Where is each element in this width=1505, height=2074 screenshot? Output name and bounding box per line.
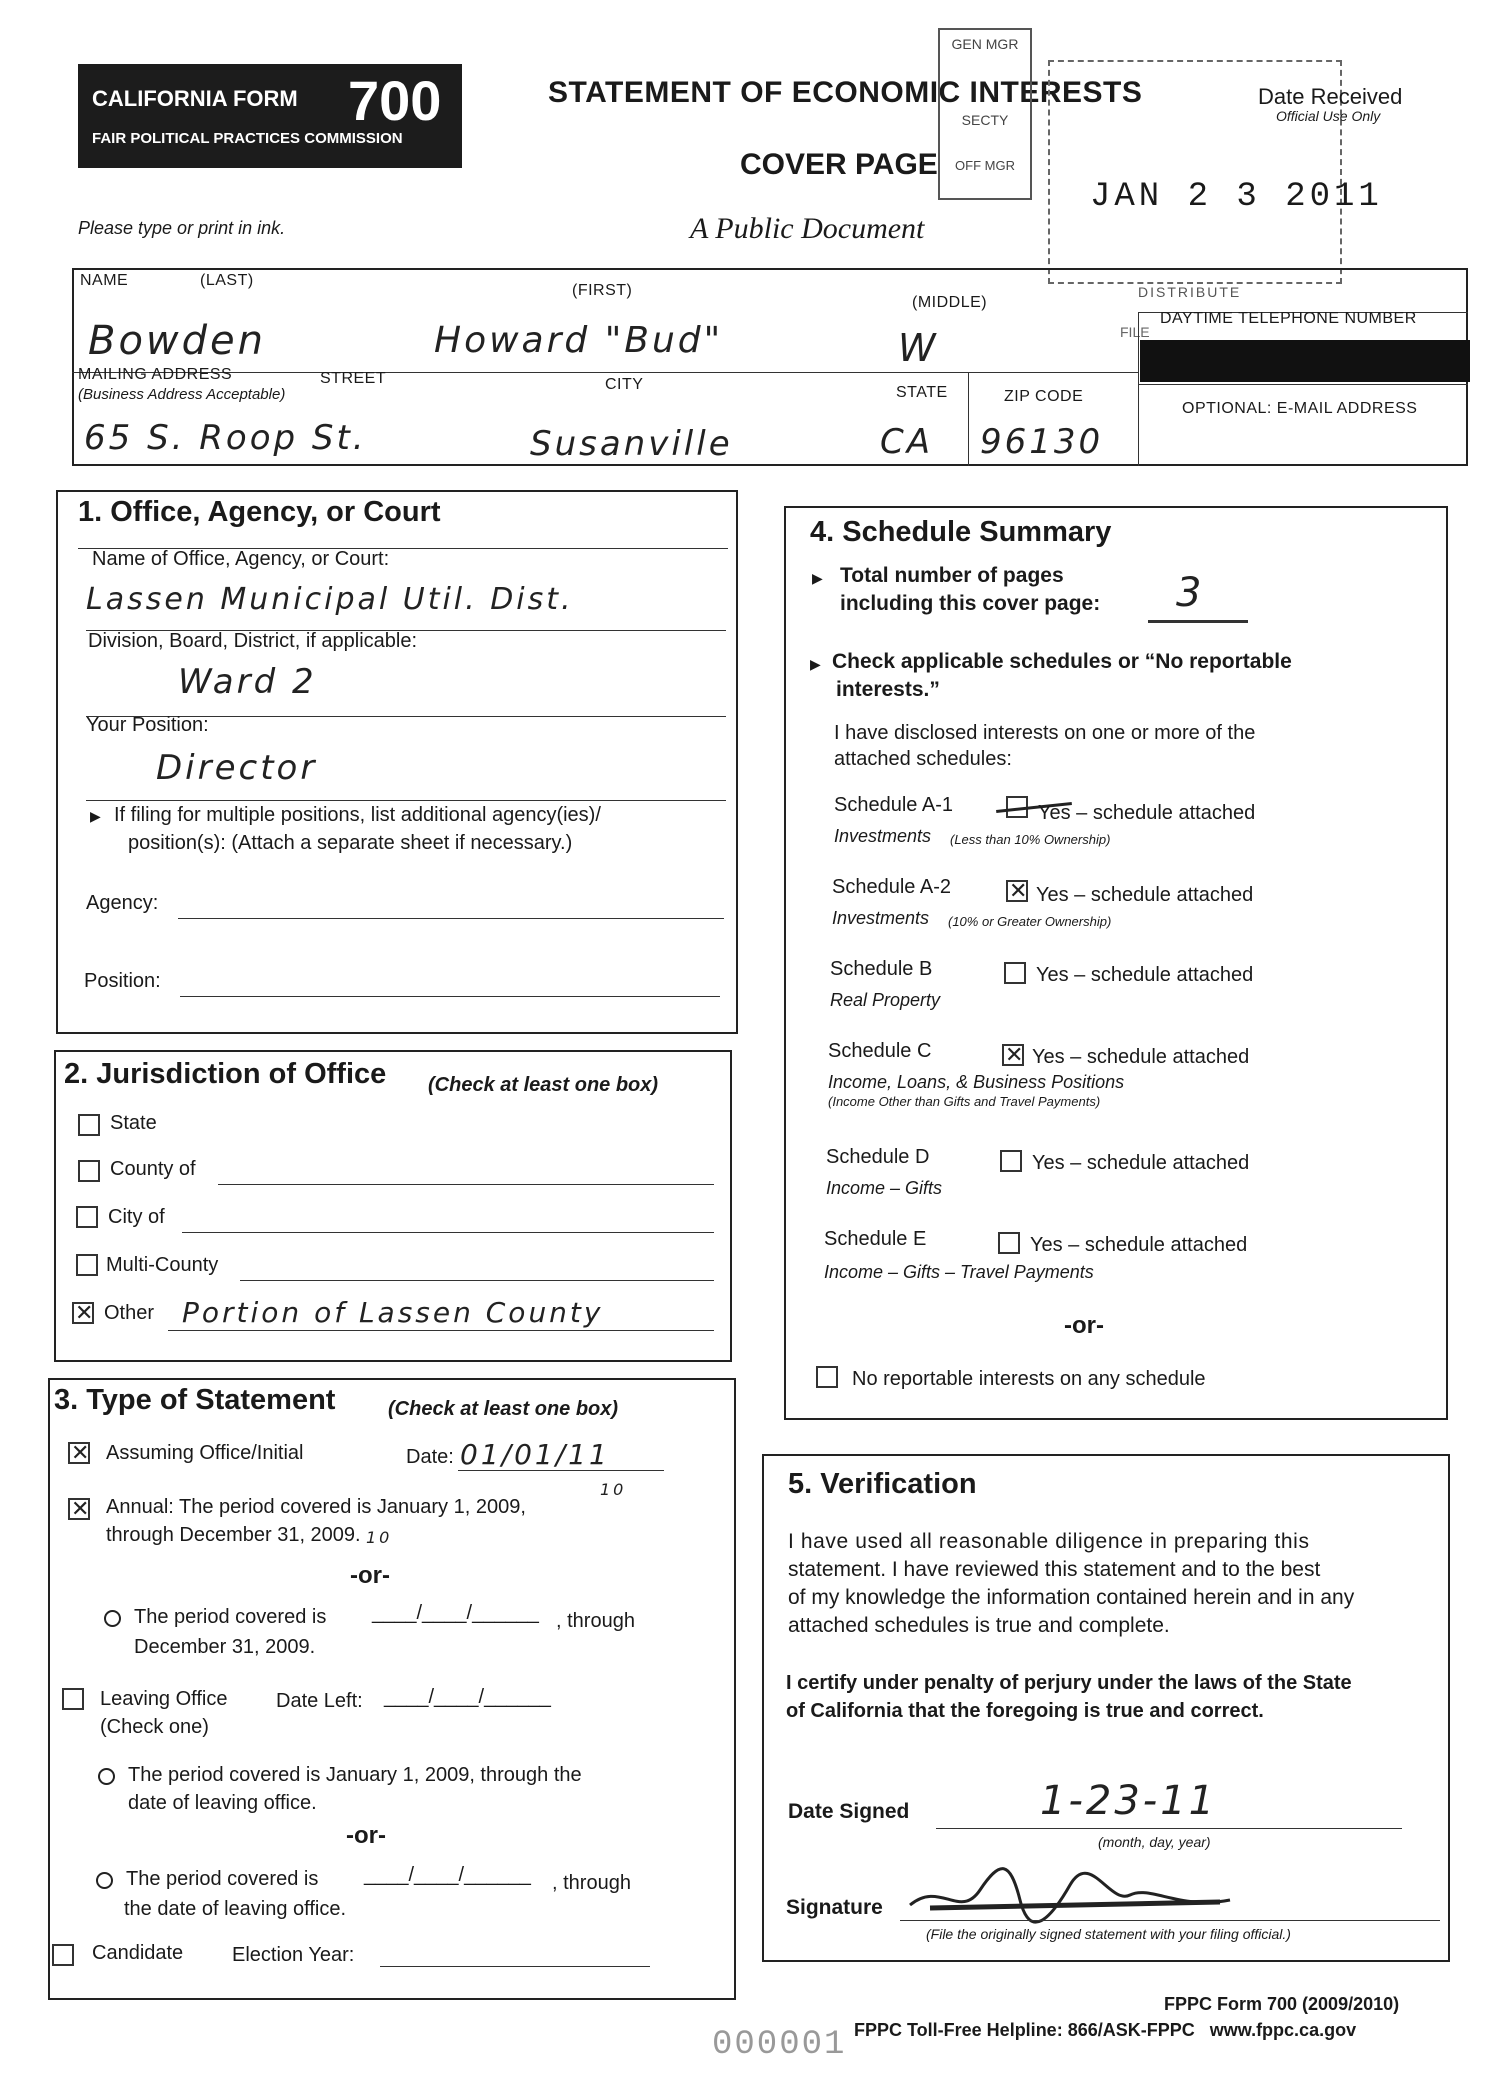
schedule-d-name: Schedule D	[826, 1146, 930, 1168]
date-signed-hint: (month, day, year)	[1098, 1834, 1211, 1850]
division-label: Division, Board, District, if applicable:	[88, 630, 418, 652]
section3-title: 3. Type of Statement	[54, 1384, 336, 1416]
schedule-b-checkbox[interactable]	[1004, 962, 1026, 984]
routing-stamp-secty: SECTY	[961, 112, 1009, 128]
verification-para1-l3: of my knowledge the information contained herein and in any	[788, 1586, 1355, 1609]
date-left-blank[interactable]: ____/____/______	[384, 1686, 551, 1708]
identity-email-divider	[1138, 384, 1468, 385]
multi-county-checkbox[interactable]	[76, 1254, 98, 1276]
section3-hint: (Check at least one box)	[388, 1398, 619, 1420]
schedule-d-desc: Income – Gifts	[826, 1178, 943, 1198]
public-document-label: A Public Document	[690, 212, 925, 245]
date-signed-value[interactable]: 1-23-11	[1040, 1778, 1218, 1824]
page-title: STATEMENT OF ECONOMIC INTERESTS	[548, 76, 1143, 109]
check-arrow-icon: ▶	[810, 656, 821, 672]
position-value[interactable]: Director	[156, 748, 318, 788]
schedule-d-yes: Yes – schedule attached	[1032, 1152, 1250, 1174]
signature-label: Signature	[786, 1896, 883, 1919]
annual-checkbox[interactable]	[68, 1498, 90, 1520]
schedule-e-desc: Income – Gifts – Travel Payments	[824, 1262, 1094, 1282]
assuming-office-label: Assuming Office/Initial	[106, 1442, 304, 1464]
last-label: (LAST)	[200, 272, 254, 289]
stamp-date: JAN 2 3 2011	[1090, 178, 1383, 216]
pages-line	[1148, 620, 1248, 623]
verification-para2-l2: of California that the foregoing is true and correct.	[786, 1700, 1264, 1722]
received-stamp-distribute: DISTRIBUTE	[1138, 284, 1242, 300]
leaving-office-label: Leaving Office	[100, 1688, 228, 1710]
leave-period2-blank[interactable]: ____/____/______	[364, 1864, 531, 1886]
leave-period1-radio[interactable]	[98, 1768, 115, 1785]
mailing-address-sub: (Business Address Acceptable)	[78, 386, 286, 403]
schedule-or: -or-	[1064, 1312, 1104, 1339]
city-label: CITY	[605, 376, 644, 393]
leave-period2-line2: the date of leaving office.	[124, 1898, 347, 1920]
middle-name-value[interactable]: W	[898, 326, 939, 370]
multi-arrow-icon: ▶	[90, 808, 101, 824]
annual-period-line2: December 31, 2009.	[134, 1636, 316, 1658]
schedule-a2-desc-small: (10% or Greater Ownership)	[948, 914, 1112, 929]
position2-label: Position:	[84, 970, 161, 992]
verification-para1-l4: attached schedules is true and complete.	[788, 1614, 1170, 1637]
zip-value[interactable]: 96130	[980, 422, 1104, 462]
routing-stamp-gen-mgr: GEN MGR	[951, 36, 1019, 52]
other-checkbox[interactable]	[72, 1302, 94, 1324]
schedule-c-desc-small: (Income Other than Gifts and Travel Payments)	[828, 1094, 1101, 1109]
assuming-office-checkbox[interactable]	[68, 1442, 90, 1464]
schedule-a2-name: Schedule A-2	[832, 876, 951, 898]
disclosed-line1: I have disclosed interests on one or more of the	[834, 722, 1256, 744]
signature-line	[900, 1920, 1440, 1921]
street-label: STREET	[320, 370, 387, 387]
city-value[interactable]: Susanville	[530, 424, 733, 464]
no-reportable-checkbox[interactable]	[816, 1366, 838, 1388]
schedule-c-checkbox[interactable]	[1002, 1044, 1024, 1066]
zip-label: ZIP CODE	[1004, 388, 1084, 405]
section5-title: 5. Verification	[788, 1468, 977, 1500]
identity-divider-v1	[968, 372, 969, 466]
multi-position-line1: If filing for multiple positions, list additional agency(ies)/	[114, 804, 601, 826]
schedule-e-name: Schedule E	[824, 1228, 927, 1250]
county-checkbox[interactable]	[78, 1160, 100, 1182]
state-value[interactable]: CA	[880, 422, 933, 462]
footer-helpline: FPPC Toll-Free Helpline: 866/ASK-FPPC www.fppc.ca.gov	[854, 2020, 1357, 2040]
pages-arrow-icon: ▶	[812, 570, 823, 586]
disclosed-line2: attached schedules:	[834, 748, 1012, 770]
section1-title: 1. Office, Agency, or Court	[78, 496, 441, 528]
schedule-d-checkbox[interactable]	[1000, 1150, 1022, 1172]
date-left-label: Date Left:	[276, 1690, 363, 1712]
other-input-line	[168, 1330, 714, 1331]
position-line	[86, 800, 726, 801]
verification-para1-l2: statement. I have reviewed this statement and to the best	[788, 1558, 1321, 1581]
schedule-a1-name: Schedule A-1	[834, 794, 953, 816]
division-value[interactable]: Ward 2	[178, 662, 317, 702]
annual-correction-2: 10	[366, 1528, 393, 1547]
county-label: County of	[110, 1158, 196, 1180]
agency-input[interactable]	[178, 918, 724, 919]
signature-mark	[900, 1850, 1240, 1930]
agency-label: Agency:	[86, 892, 159, 914]
candidate-checkbox[interactable]	[52, 1944, 74, 1966]
mailing-address-label: MAILING ADDRESS	[78, 366, 233, 383]
assuming-date-line	[458, 1470, 664, 1471]
routing-stamp	[938, 28, 1032, 200]
position-label: Your Position:	[86, 714, 209, 736]
schedule-a1-desc: Investments	[834, 826, 932, 846]
verification-para1-l1: I have used all reasonable diligence in preparing this	[788, 1530, 1310, 1553]
schedule-b-yes: Yes – schedule attached	[1036, 964, 1254, 986]
pages-value[interactable]: 3	[1176, 570, 1205, 616]
routing-stamp-off-mgr: OFF MGR	[955, 158, 1015, 173]
leave-or: -or-	[346, 1822, 386, 1849]
footer-form-id: FPPC Form 700 (2009/2010)	[1164, 1994, 1400, 2014]
election-year-input[interactable]	[380, 1966, 650, 1967]
schedule-a2-checkbox[interactable]	[1006, 880, 1028, 902]
assuming-date-value[interactable]: 01/01/11	[460, 1438, 610, 1471]
leave-period2-line1b: , through	[552, 1872, 631, 1894]
leave-period2-radio[interactable]	[96, 1872, 113, 1889]
section2-title: 2. Jurisdiction of Office	[64, 1058, 387, 1090]
date-signed-label: Date Signed	[788, 1800, 910, 1823]
schedule-c-yes: Yes – schedule attached	[1032, 1046, 1250, 1068]
schedule-c-desc: Income, Loans, & Business Positions	[828, 1072, 1125, 1092]
state-label: State	[110, 1112, 157, 1134]
annual-line2: through December 31, 2009.	[106, 1524, 361, 1546]
other-label: Other	[104, 1302, 155, 1324]
assuming-date-label: Date:	[406, 1446, 454, 1468]
pages-line2: including this cover page:	[840, 592, 1101, 615]
pages-line1: Total number of pages	[840, 564, 1064, 587]
schedule-b-desc: Real Property	[830, 990, 941, 1010]
schedule-c-name: Schedule C	[828, 1040, 932, 1062]
phone-redaction	[1140, 340, 1470, 382]
annual-correction-1: 10	[600, 1480, 627, 1499]
signature-hint: (File the originally signed statement with your filing official.)	[926, 1926, 1291, 1942]
schedule-a2-desc: Investments	[832, 908, 930, 928]
state-label: STATE	[896, 384, 948, 401]
schedule-a1-desc-small: (Less than 10% Ownership)	[950, 832, 1111, 847]
form-badge-line2: FAIR POLITICAL PRACTICES COMMISSION	[92, 130, 403, 147]
section2-hint: (Check at least one box)	[428, 1074, 659, 1096]
schedule-e-checkbox[interactable]	[998, 1232, 1020, 1254]
identity-divider-v2	[1138, 312, 1139, 466]
office-name-label: Name of Office, Agency, or Court:	[92, 548, 390, 570]
signature-stroke	[910, 1869, 1230, 1922]
form-badge-line1: CALIFORNIA FORM	[92, 86, 298, 111]
office-name-value[interactable]: Lassen Municipal Util. Dist.	[86, 582, 574, 617]
schedule-a2-yes: Yes – schedule attached	[1036, 884, 1254, 906]
verification-para2-l1: I certify under penalty of perjury under the laws of the State	[786, 1672, 1352, 1694]
election-year-label: Election Year:	[232, 1944, 355, 1966]
city-checkbox[interactable]	[76, 1206, 98, 1228]
email-label: OPTIONAL: E-MAIL ADDRESS	[1182, 400, 1418, 417]
annual-period-line1b: , through	[556, 1610, 635, 1632]
street-value[interactable]: 65 S. Roop St.	[84, 418, 367, 458]
name-label: NAME	[80, 272, 129, 289]
page-subtitle: COVER PAGE	[740, 148, 938, 181]
schedule-e-yes: Yes – schedule attached	[1030, 1234, 1248, 1256]
official-use-label: Official Use Only	[1276, 108, 1381, 124]
multi-position-line2: position(s): (Attach a separate sheet if necessary.)	[128, 832, 573, 854]
section4-title: 4. Schedule Summary	[810, 516, 1112, 548]
other-value[interactable]: Portion of Lassen County	[182, 1296, 604, 1329]
annual-period-blank[interactable]: ____/____/______	[372, 1602, 539, 1624]
annual-or: -or-	[350, 1562, 390, 1589]
annual-period-line1a: The period covered is	[134, 1606, 327, 1628]
multi-county-label: Multi-County	[106, 1254, 219, 1276]
first-name-value[interactable]: Howard "Bud"	[434, 320, 724, 361]
middle-label: (MIDDLE)	[912, 294, 988, 311]
form-badge-number: 700	[348, 69, 442, 132]
annual-period-radio[interactable]	[104, 1610, 121, 1627]
received-stamp-file: FILE	[1120, 324, 1150, 340]
no-reportable-label: No reportable interests on any schedule	[852, 1368, 1206, 1390]
form-badge	[78, 64, 462, 168]
candidate-label: Candidate	[92, 1942, 184, 1964]
leave-period1-line1: The period covered is January 1, 2009, through the	[128, 1764, 582, 1786]
ink-instruction: Please type or print in ink.	[78, 218, 286, 238]
first-label: (FIRST)	[572, 282, 633, 299]
check-one-label: (Check one)	[100, 1716, 209, 1738]
state-checkbox[interactable]	[78, 1114, 100, 1136]
date-signed-line	[936, 1828, 1402, 1829]
multi-county-input[interactable]	[240, 1280, 714, 1281]
leaving-office-checkbox[interactable]	[62, 1688, 84, 1710]
schedule-a1-yes: Yes – schedule attached	[1038, 802, 1256, 824]
page-number-stamp: 000001	[712, 2026, 847, 2064]
phone-label: DAYTIME TELEPHONE NUMBER	[1160, 310, 1417, 327]
date-received-label: Date Received	[1258, 84, 1403, 109]
city-input[interactable]	[182, 1232, 714, 1233]
last-name-value[interactable]: Bowden	[88, 318, 266, 364]
position2-input[interactable]	[180, 996, 720, 997]
leave-period2-line1a: The period covered is	[126, 1868, 319, 1890]
county-input[interactable]	[218, 1184, 714, 1185]
schedule-b-name: Schedule B	[830, 958, 933, 980]
signature-strike	[930, 1902, 1220, 1908]
annual-line1: Annual: The period covered is January 1, 2009,	[106, 1496, 526, 1518]
check-line1: Check applicable schedules or “No reportable	[832, 650, 1292, 673]
city-jurisdiction-label: City of	[108, 1206, 165, 1228]
leave-period1-line2: date of leaving office.	[128, 1792, 317, 1814]
check-line2: interests.”	[836, 678, 940, 701]
